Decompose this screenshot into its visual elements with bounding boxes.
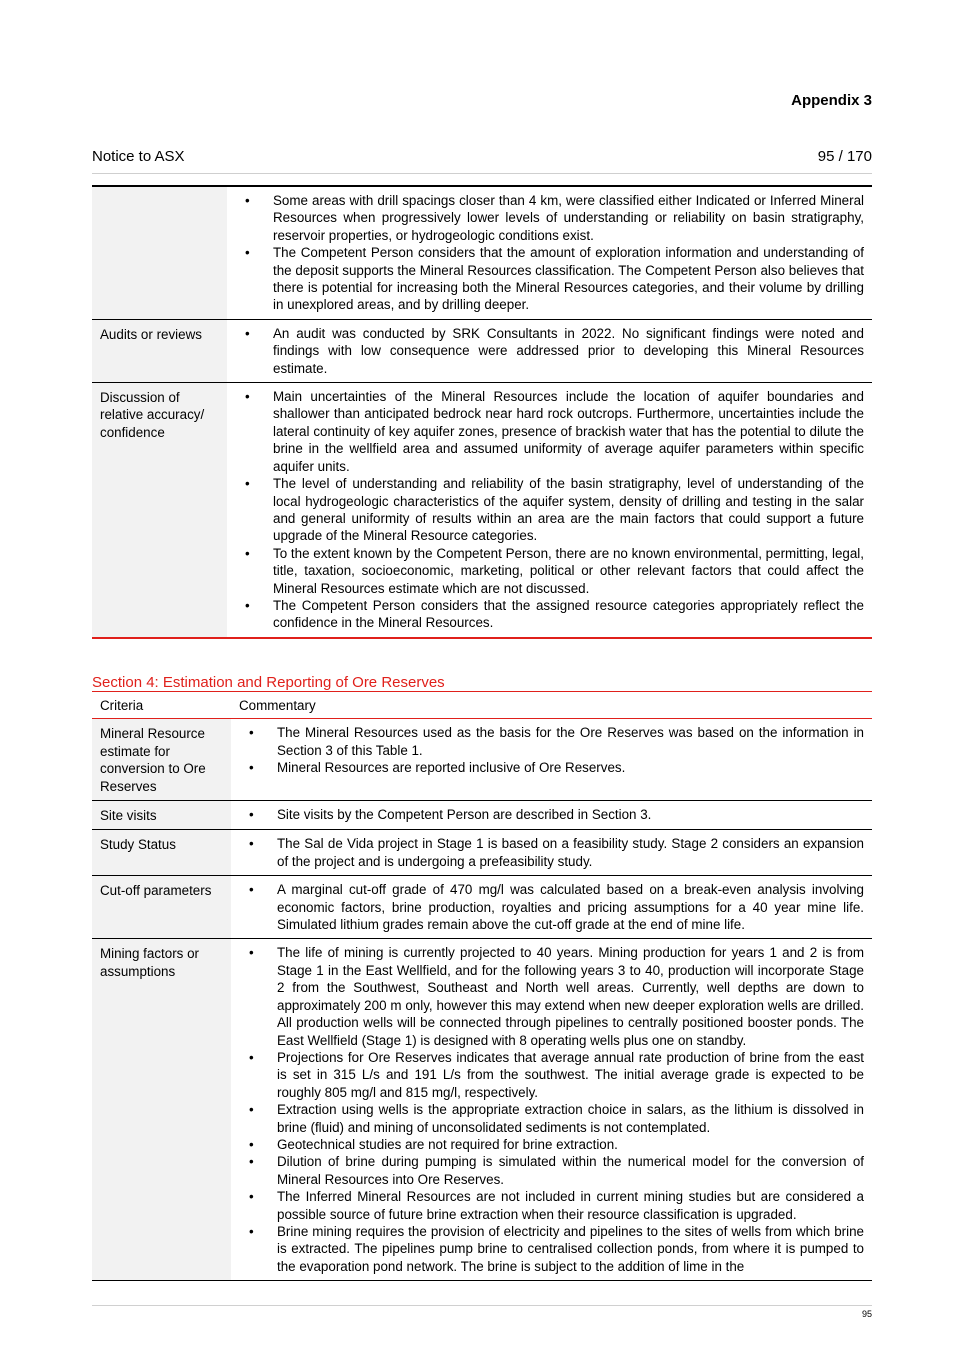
document-title: Notice to ASX (92, 148, 185, 165)
table-row (92, 383, 872, 638)
bullet-item: • Some areas with drill spacings closer than 4 km, were classified either Indicated or Inferred Mineral Resources when progressively lower levels of understanding or reliability on basin stratigraphy, reservoir properties, or hydrogeologic conditions exist. (235, 192, 864, 244)
criteria-cell: Audits or reviews (92, 319, 227, 382)
page-bottom-margin (0, 1293, 964, 1365)
bullet-item: • Projections for Ore Reserves indicates that average annual rate production of brine from the east is set in 315 L/s and 191 L/s from the southwest. The initial average grade is expected to be roughly 805 mg/l and 815 mg/l, respectively. (239, 1049, 864, 1101)
bullet-item: • To the extent known by the Competent Person, there are no known environmental, permitting, legal, title, taxation, socioeconomic, marketing, political or other relevant factors that could affect the Mineral Resources estimate which are not discussed. (235, 545, 864, 597)
section-title: Section 4: Estimation and Reporting of Ore Reserves (92, 674, 445, 691)
bullet-item: • Main uncertainties of the Mineral Resources include the location of aquifer boundaries and shallower than anticipated bedrock near hard rock outcrops. Furthermore, uncertainties include the lateral continuity of key aquifer zones, presence of brackish water that has the potential to dilute the brine in the wellfield area and assumed uniformity of average aquifer parameters within specific aquifer units. (235, 388, 864, 475)
table-row (92, 876, 872, 939)
section4-table (92, 692, 872, 1281)
commentary-cell (231, 801, 872, 830)
appendix-label: Appendix 3 (791, 92, 872, 109)
bullet-item: • Extraction using wells is the appropriate extraction choice in salars, as the lithium is dissolved in brine (fluid) and mining of unconsolidated sediments is not contemplated. (239, 1101, 864, 1136)
footer-page-number: 95 (861, 1309, 872, 1319)
commentary-cell (231, 939, 872, 1281)
bullet-item: • Site visits by the Competent Person are described in Section 3. (239, 806, 864, 823)
table-row (92, 186, 872, 319)
bullet-item: • Brine mining requires the provision of electricity and pipelines to the sites of wells from which brine is extracted. The pipelines pump brine to centralised collection ponds, from where it is pumped to the evaporation pond network. The brine is subject to the addition of lime in the (239, 1223, 864, 1275)
section3-continuation-table (92, 185, 872, 639)
table-row (92, 801, 872, 830)
criteria-cell: Site visits (92, 801, 231, 830)
criteria-cell: Discussion of relative accuracy/ confidence (92, 383, 227, 638)
table-row (92, 719, 872, 801)
commentary-cell (231, 719, 872, 801)
commentary-cell (227, 383, 872, 638)
criteria-cell: Study Status (92, 830, 231, 876)
bullet-item: • The Inferred Mineral Resources are not included in current mining studies but are considered a possible source of future brine extraction when their resource classification is upgraded. (239, 1188, 864, 1223)
bullet-item: • The level of understanding and reliability of the basin stratigraphy, level of understanding of the local hydrogeologic characteristics of the aquifer system, density of drilling and testing in the salar and general uniformity of results within an area are the main factors that could support a future upgrade of the Mineral Resource categories. (235, 475, 864, 545)
column-header-criteria: Criteria (92, 692, 231, 719)
criteria-cell: Cut-off parameters (92, 876, 231, 939)
criteria-cell (92, 186, 227, 319)
bullet-item: • The life of mining is currently projected to 40 years. Mining production for years 1 and 2 is from Stage 1 in the East Wellfield, and for the following years 3 to 40, production will incorporate Stage 2 from the Southwest, Southeast and North well areas. Currently, well depths are down to approximately 200 m only, however this may extend when new deeper exploration wells are drilled. All production wells will be connected through pipelines to centrally positioned booster ponds. The East Wellfield (Stage 1) is designed with 8 operating wells plus one on standby. (239, 944, 864, 1048)
bullet-item: • The Competent Person considers that the assigned resource categories appropriately reflect the confidence in the Mineral Resources. (235, 597, 864, 632)
table-row (92, 939, 872, 1281)
commentary-cell (231, 830, 872, 876)
commentary-cell (227, 186, 872, 319)
bullet-item: • Geotechnical studies are not required for brine extraction. (239, 1136, 864, 1153)
bullet-item: • The Mineral Resources used as the basis for the Ore Reserves was based on the information in Section 3 of this Table 1. (239, 724, 864, 759)
bullet-item: • A marginal cut-off grade of 470 mg/l was calculated based on a break-even analysis involving economic factors, brine production, royalties and pricing assumptions for a 40 year mine life. Simulated lithium grades remain above the cut-off grade at the end of mine life. (239, 881, 864, 933)
column-header-commentary: Commentary (231, 692, 872, 719)
footer-divider (92, 1305, 872, 1306)
bullet-item: • An audit was conducted by SRK Consultants in 2022. No significant findings were noted and findings with low consequence were addressed prior to developing this Mineral Resources estimate. (235, 325, 864, 377)
header-divider (92, 173, 872, 174)
criteria-cell: Mineral Resource estimate for conversion to Ore Reserves (92, 719, 231, 801)
commentary-cell (227, 319, 872, 382)
table-row (92, 830, 872, 876)
bullet-item: • The Sal de Vida project in Stage 1 is based on a feasibility study. Stage 2 considers an expansion of the project and is undergoing a prefeasibility study. (239, 835, 864, 870)
bullet-item: • Mineral Resources are reported inclusive of Ore Reserves. (239, 759, 864, 776)
criteria-cell: Mining factors or assumptions (92, 939, 231, 1281)
bullet-item: • The Competent Person considers that the amount of exploration information and understanding of the deposit supports the Mineral Resources classification. The Competent Person also believes that there is potential for increasing both the Mineral Resources categories, and their volume by drilling in unexplored areas, and by drilling deeper. (235, 244, 864, 314)
page-counter: 95 / 170 (817, 148, 872, 165)
table-header-row (92, 692, 872, 719)
table-row (92, 319, 872, 382)
bullet-item: • Dilution of brine during pumping is simulated within the numerical model for the conversion of Mineral Resources into Ore Reserves. (239, 1153, 864, 1188)
page-header (92, 148, 872, 165)
commentary-cell (231, 876, 872, 939)
